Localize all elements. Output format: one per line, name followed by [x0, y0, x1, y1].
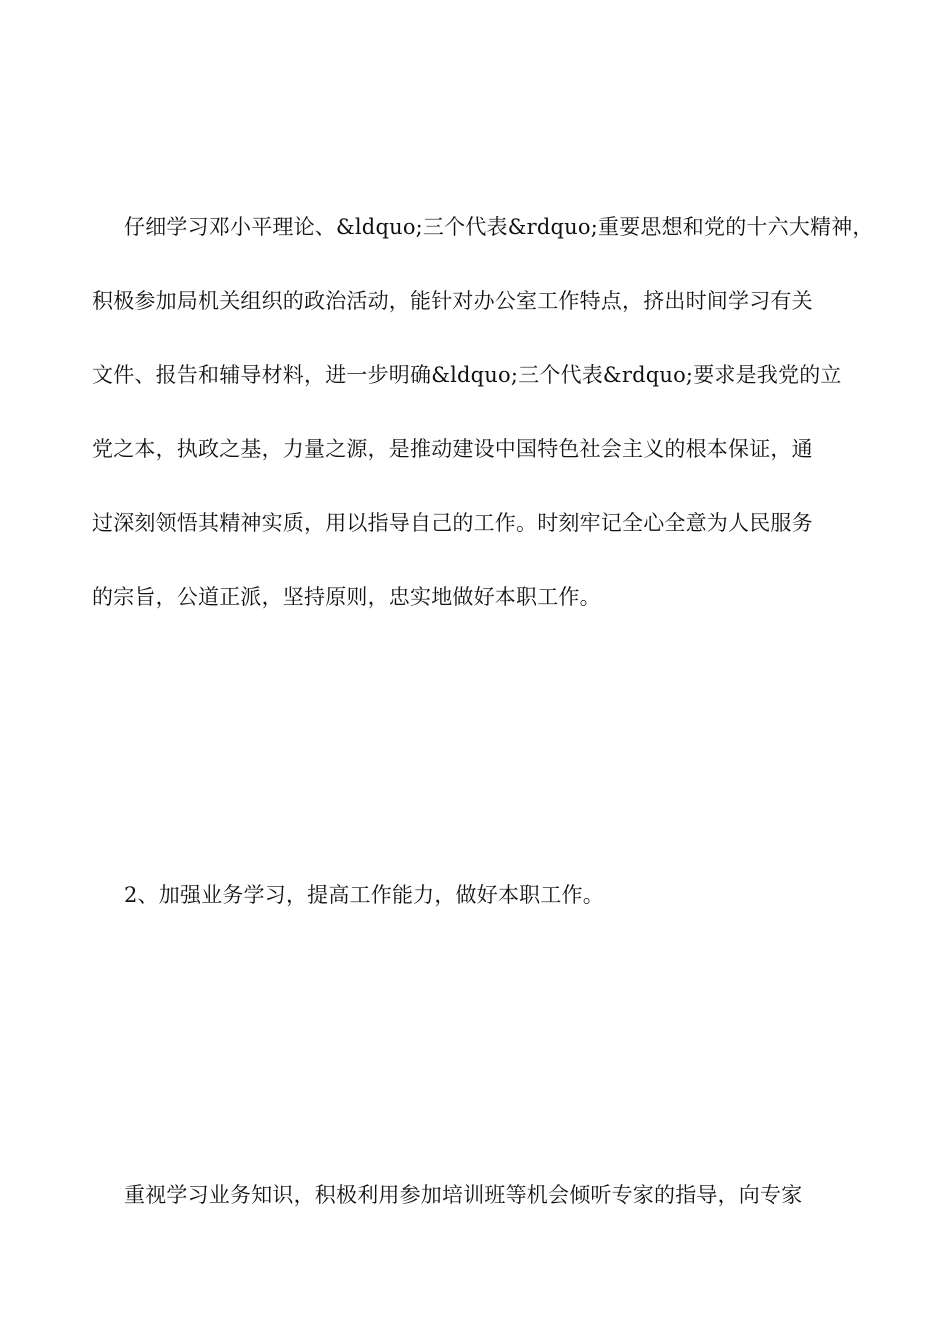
paragraph-2-line-1: 重视学习业务知识，积极利用参加培训班等机会倾听专家的指导，向专家 [124, 1183, 803, 1207]
paragraph-1-line-3: 文件、报告和辅导材料，进一步明确&ldquo;三个代表&rdquo;要求是我党的立 [92, 363, 842, 387]
section-heading-2: 2、加强业务学习，提高工作能力，做好本职工作。 [124, 883, 604, 907]
paragraph-1-line-2: 积极参加局机关组织的政治活动，能针对办公室工作特点，挤出时间学习有关 [92, 289, 813, 313]
paragraph-1-line-1: 仔细学习邓小平理论、&ldquo;三个代表&rdquo;重要思想和党的十六大精神， [124, 215, 874, 239]
paragraph-1-line-6: 的宗旨，公道正派，坚持原则，忠实地做好本职工作。 [92, 585, 601, 609]
paragraph-1-line-4: 党之本，执政之基，力量之源，是推动建设中国特色社会主义的根本保证，通 [92, 437, 813, 461]
paragraph-1-line-5: 过深刻领悟其精神实质，用以指导自己的工作。时刻牢记全心全意为人民服务 [92, 511, 813, 535]
